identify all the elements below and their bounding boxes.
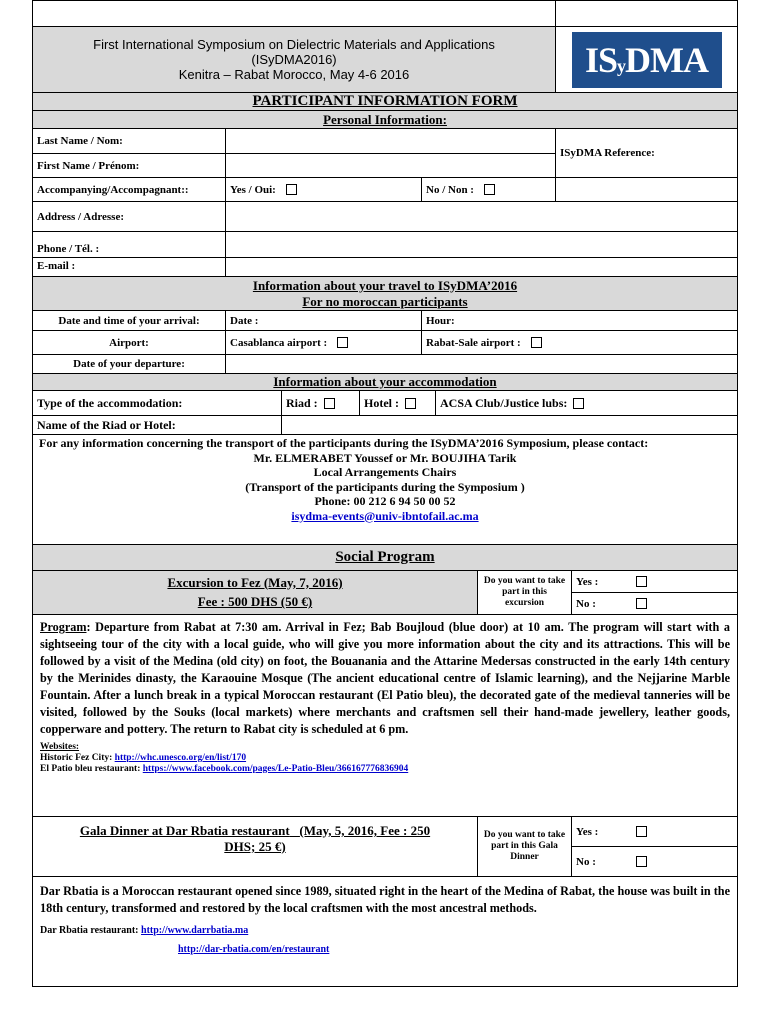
- gala-no-checkbox[interactable]: [636, 856, 647, 867]
- contact-block: [33, 435, 737, 544]
- contact-names: Mr. ELMERABET Youssef or Mr. BOUJIHA Tarik: [253, 450, 517, 465]
- excursion-no: [572, 592, 737, 614]
- accompanying-label: Accompanying/Accompagnant::: [37, 183, 189, 196]
- departure-field[interactable]: [225, 355, 737, 373]
- excursion-no-label: No :: [576, 597, 596, 610]
- dar-rbatia-link-2[interactable]: http://dar-rbatia.com/en/restaurant: [178, 944, 330, 955]
- social-program-heading: Social Program: [335, 549, 435, 565]
- last-name-label: Last Name / Nom:: [37, 135, 123, 147]
- riad-name-label: Name of the Riad or Hotel:: [37, 417, 176, 432]
- address-label: Address / Adresse:: [37, 210, 124, 223]
- program-label: Program: [40, 620, 87, 634]
- logo-text-y: y: [617, 56, 626, 76]
- hotel-option: [359, 391, 435, 415]
- fez-website-line: [40, 753, 730, 764]
- first-name-label: First Name / Prénom:: [37, 159, 140, 172]
- excursion-title-cell: [33, 571, 477, 614]
- websites-label: Websites:: [40, 742, 80, 752]
- acsa-checkbox[interactable]: [573, 398, 584, 409]
- symposium-location-date: Kenitra – Rabat Morocco, May 4-6 2016: [178, 67, 410, 82]
- logo-cell: [555, 27, 737, 92]
- arrival-hour[interactable]: Hour:: [421, 311, 737, 330]
- hotel-checkbox[interactable]: [405, 398, 416, 409]
- form-title: PARTICIPANT INFORMATION FORM: [252, 93, 518, 109]
- rabat-label: Rabat-Sale airport :: [426, 336, 521, 349]
- email-field[interactable]: [225, 258, 737, 276]
- excursion-no-checkbox[interactable]: [636, 598, 647, 609]
- travel-heading-line1: Information about your travel to ISyDMA’2016: [252, 277, 518, 293]
- gala-yes-checkbox[interactable]: [636, 826, 647, 837]
- top-blank-cell: [33, 1, 555, 26]
- accompanying-yes: [225, 178, 421, 201]
- hotel-label: Hotel :: [364, 395, 399, 410]
- gala-no-label: No :: [576, 855, 596, 868]
- accommodation-heading: Information about your accommodation: [273, 374, 497, 389]
- first-name-field[interactable]: [225, 154, 555, 177]
- dar-rbatia-link-1[interactable]: http://www.darrbatia.ma: [141, 925, 249, 936]
- dar-rbatia-text: Dar Rbatia is a Moroccan restaurant opened since 1989, situated right in the heart of the Medina of Rabat, the house was built in the 18th century, transformed and restored by the local craftsmen with the most ancestral methods.: [40, 884, 730, 915]
- gala-title-b: (May, 5, 2016, Fee : 250: [299, 823, 431, 838]
- contact-role-detail: (Transport of the participants during the Symposium ): [245, 479, 525, 494]
- contact-role: Local Arrangements Chairs: [313, 465, 457, 479]
- accompanying-yes-checkbox[interactable]: [286, 184, 297, 195]
- patio-website-line: [40, 764, 730, 775]
- patio-website-label: El Patio bleu restaurant:: [40, 764, 143, 774]
- acsa-label: ACSA Club/Justice lubs:: [440, 395, 568, 410]
- airport-label: Airport:: [109, 336, 149, 349]
- riad-label: Riad :: [286, 395, 318, 410]
- reference-label: ISyDMA Reference:: [555, 129, 737, 177]
- phone-field[interactable]: [225, 232, 737, 257]
- contact-phone: Phone: 00 212 6 94 50 00 52: [314, 494, 456, 508]
- gala-title-a: Gala Dinner at Dar Rbatia restaurant: [79, 823, 290, 838]
- excursion-program: [33, 615, 737, 816]
- contact-intro: For any information concerning the transport of the participants during the ISyDMA’2016 Symposium, please contact:: [39, 436, 649, 450]
- gala-description: [33, 877, 737, 986]
- dar-rbatia-line: [33, 921, 737, 936]
- airport-rabat: [421, 331, 737, 354]
- excursion-yes-checkbox[interactable]: [636, 576, 647, 587]
- participant-form: [32, 0, 738, 987]
- excursion-title: Excursion to Fez (May, 7, 2016): [167, 574, 343, 590]
- logo-text-dma: DMA: [625, 39, 708, 80]
- gala-question: Do you want to take part in this Gala Dinner: [477, 817, 571, 876]
- gala-yes-label: Yes :: [576, 825, 599, 838]
- gala-title-cell: [33, 817, 477, 876]
- email-label: E-mail :: [37, 260, 76, 272]
- accommodation-type-label: Type of the accommodation:: [37, 395, 183, 410]
- gala-title-c: DHS; 25 €): [224, 839, 286, 854]
- excursion-yes-label: Yes :: [576, 575, 599, 588]
- program-text: : Departure from Rabat at 7:30 am. Arrival in Fez; Bab Boujloud (blue door) at 10 am. The program will start with a sightseeing tour of the city with a local guide, who will give you more information about the city and its attractions. This will be followed by a visit of the Medina (old city) on foot, the Bouanania and the Attarine Medersas constructed in the early 14th century by the Merinides dinasty, the Karaouine Mosque (The ancient educational centre of Islamic learning), and the Nejjarine Marble Fountain. After a lunch break in a typical Moroccan restaurant (El Patio bleu), the decorated gate of the medieval tanneries will be visited, followed by the Souks (local markets) where merchants and craftsmen sell their hand-made jewellery, leather goods, copperware and pottery. The return to Rabat city is scheduled at 6 pm.: [40, 620, 730, 736]
- arrival-date[interactable]: Date :: [225, 311, 421, 330]
- last-name-field[interactable]: [225, 129, 555, 153]
- excursion-question: Do you want to take part in this excursion: [477, 571, 571, 614]
- accompanying-no: [421, 178, 555, 201]
- fez-website-link[interactable]: http://whc.unesco.org/en/list/170: [114, 753, 247, 763]
- dar-rbatia-label: Dar Rbatia restaurant:: [40, 925, 142, 936]
- airport-casablanca: [225, 331, 421, 354]
- symposium-header: [33, 27, 555, 92]
- accompanying-yes-label: Yes / Oui:: [230, 183, 276, 196]
- gala-no: [572, 846, 737, 876]
- accompanying-no-checkbox[interactable]: [484, 184, 495, 195]
- isydma-logo: [572, 32, 722, 88]
- program-paragraph: [33, 615, 737, 742]
- accompanying-blank: [555, 178, 737, 201]
- travel-heading: [33, 277, 737, 310]
- accompanying-no-label: No / Non :: [426, 183, 474, 196]
- riad-name-field[interactable]: [281, 416, 737, 434]
- gala-title: [80, 823, 430, 839]
- symposium-acronym: (ISyDMA2016): [251, 52, 337, 67]
- riad-checkbox[interactable]: [324, 398, 335, 409]
- excursion-fee: Fee : 500 DHS (50 €): [197, 594, 313, 610]
- excursion-yes: [572, 571, 737, 592]
- fez-website-label: Historic Fez City:: [40, 753, 115, 763]
- rabat-checkbox[interactable]: [531, 337, 542, 348]
- logo-text-is: IS: [584, 39, 618, 80]
- gala-yes: [572, 817, 737, 846]
- departure-label: Date of your departure:: [73, 358, 185, 370]
- symposium-title: First International Symposium on Dielectric Materials and Applications: [93, 37, 495, 52]
- casablanca-label: Casablanca airport :: [230, 336, 328, 349]
- casablanca-checkbox[interactable]: [337, 337, 348, 348]
- contact-email-link[interactable]: isydma-events@univ-ibntofail.ac.ma: [291, 508, 479, 523]
- travel-heading-line2: For no moroccan participants: [302, 293, 468, 309]
- address-field[interactable]: [225, 202, 737, 231]
- personal-info-heading: Personal Information:: [323, 111, 447, 127]
- arrival-label: Date and time of your arrival:: [58, 314, 200, 327]
- top-blank-cell-right: [555, 1, 737, 26]
- patio-website-link[interactable]: https://www.facebook.com/pages/Le-Patio-Bleu/366167776836904: [142, 764, 409, 774]
- riad-option: [281, 391, 359, 415]
- phone-label: Phone / Tél. :: [37, 243, 100, 255]
- acsa-option: [435, 391, 737, 415]
